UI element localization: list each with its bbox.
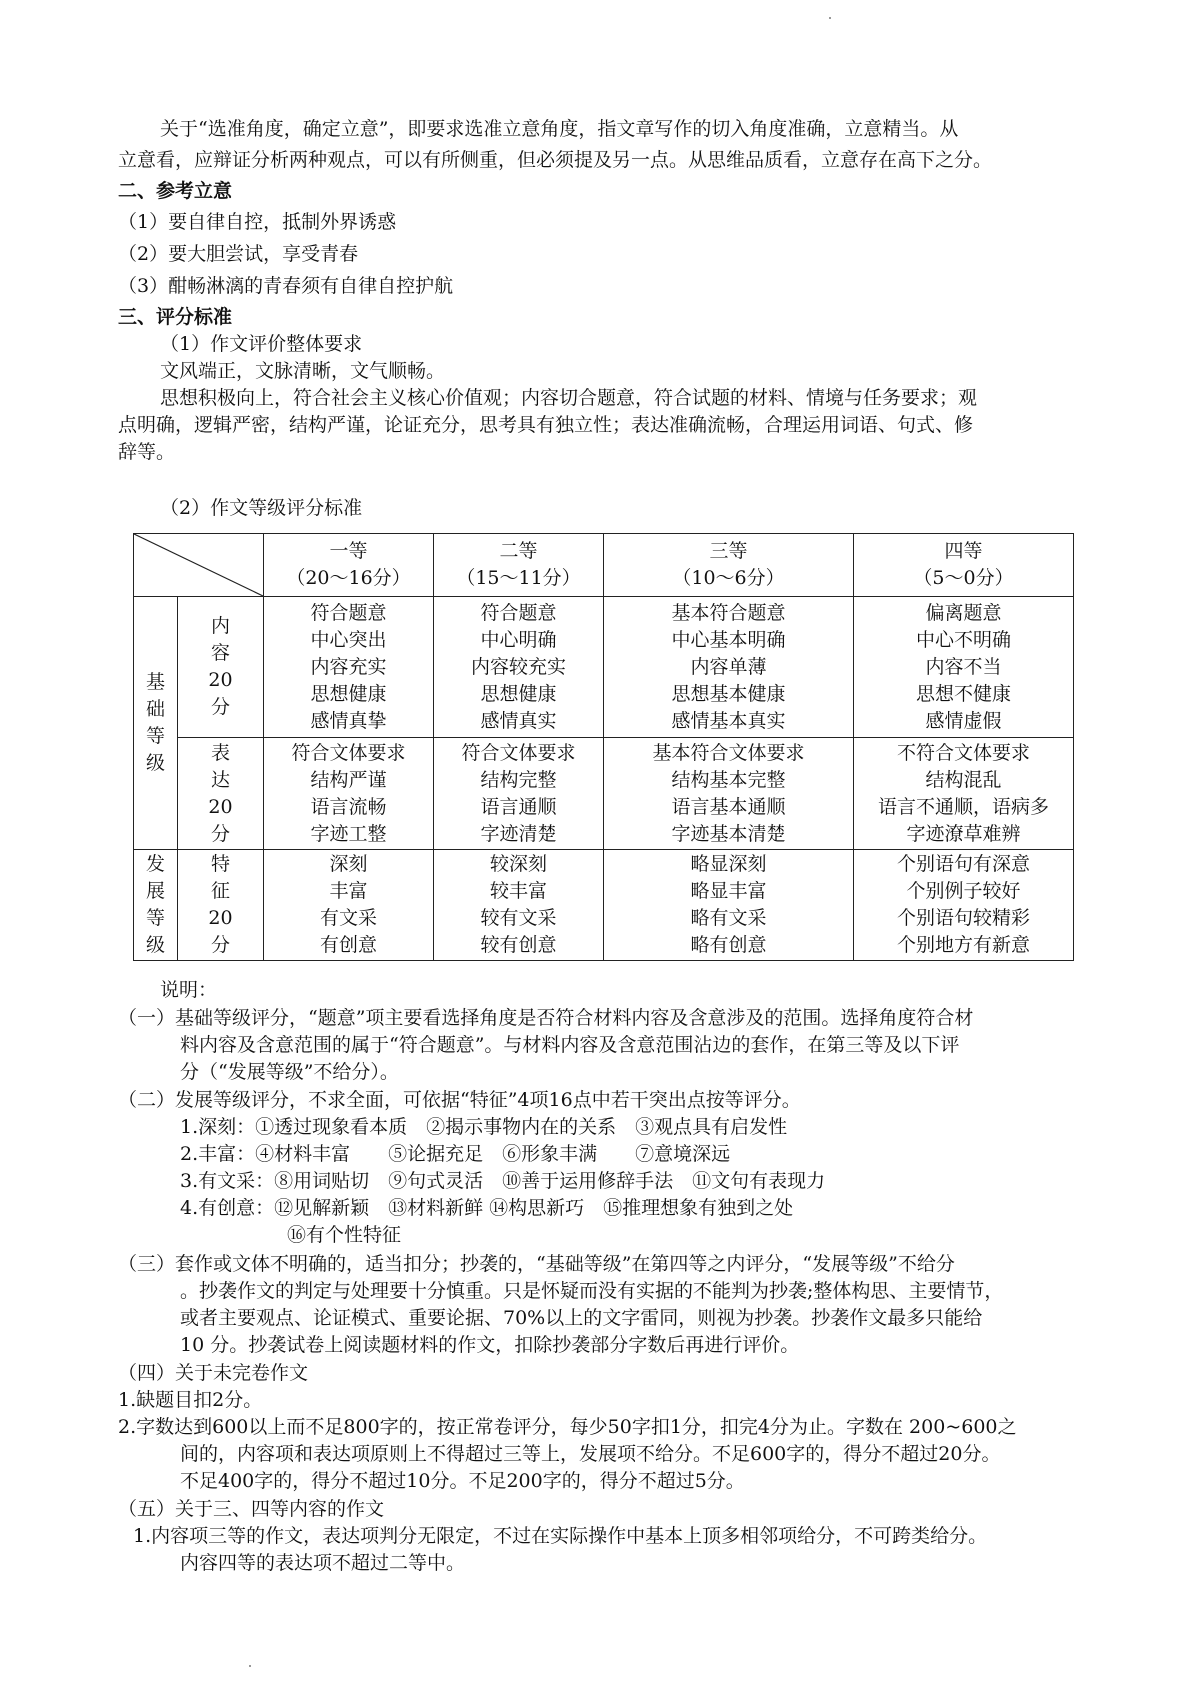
note-4-line: （四）关于未完卷作文 (118, 1362, 309, 1384)
note-2-line: 4.有创意：⑫见解新颖 ⑬材料新鲜 ⑭构思新巧 ⑮推理想象有独到之处 (180, 1197, 794, 1219)
note-4-line: 不足400字的，得分不超过10分。不足200字的，得分不超过5分。 (180, 1470, 745, 1492)
expression-cell-grade-1: 符合文体要求 结构严谨 语言流畅 字迹工整 (264, 738, 434, 850)
content-cell-grade-4: 偏离题意 中心不明确 内容不当 思想不健康 感情虚假 (854, 597, 1074, 738)
grade-header-1: 一等 （20～16分） (264, 534, 434, 597)
expression-cell-grade-4: 不符合文体要求 结构混乱 语言不通顺，语病多 字迹潦草难辨 (854, 738, 1074, 850)
diagonal-corner-cell (134, 534, 264, 597)
requirement-paragraph-2-line: 辞等。 (118, 441, 176, 463)
requirement-paragraph-2-line: 思想积极向上，符合社会主义核心价值观；内容切合题意，符合试题的材料、情境与任务要求；观 (160, 387, 978, 409)
scan-speck (249, 1665, 251, 1667)
note-4-line: 间的，内容项和表达项原则上不得超过三等上，发展项不给分。不足600字的，得分不超过20分。 (180, 1443, 1001, 1465)
grade-header-3: 三等 （10～6分） (604, 534, 854, 597)
content-cell-grade-3: 基本符合题意 中心基本明确 内容单薄 思想基本健康 感情基本真实 (604, 597, 854, 738)
content-row (134, 597, 1074, 738)
note-1-line: 分（“发展等级”不给分）。 (180, 1061, 399, 1083)
content-cell-grade-2: 符合题意 中心明确 内容较充实 思想健康 感情真实 (434, 597, 604, 738)
note-2-line: 1.深刻：①透过现象看本质 ②揭示事物内在的关系 ③观点具有启发性 (180, 1116, 788, 1138)
grade-header-2: 二等 （15～11分） (434, 534, 604, 597)
subsection-1-title: （1）作文评价整体要求 (160, 333, 363, 355)
content-label: 内 容 20 分 (178, 597, 264, 738)
note-2-line: 2.丰富：④材料丰富 ⑤论据充足 ⑥形象丰满 ⑦意境深远 (180, 1143, 731, 1165)
diagonal-line (134, 534, 263, 596)
viewpoint-item: （3）酣畅淋漓的青春须有自律自控护航 (118, 275, 454, 297)
development-level-label: 发 展 等 级 (134, 850, 178, 961)
feature-cell-grade-2: 较深刻 较丰富 较有文采 较有创意 (434, 850, 604, 961)
notes-title: 说明： (160, 979, 218, 1001)
requirement-paragraph-1: 文风端正，文脉清晰，文气顺畅。 (160, 360, 446, 382)
expression-cell-grade-3: 基本符合文体要求 结构基本完整 语言基本通顺 字迹基本清楚 (604, 738, 854, 850)
expression-cell-grade-2: 符合文体要求 结构完整 语言通顺 字迹清楚 (434, 738, 604, 850)
note-1-line: （一）基础等级评分，“题意”项主要看选择角度是否符合材料内容及含意涉及的范围。选择角度符合材 (118, 1007, 974, 1029)
grading-standard-table (133, 533, 1074, 961)
note-5-line: （五）关于三、四等内容的作文 (118, 1498, 385, 1520)
note-3-line: 。抄袭作文的判定与处理要十分慎重。只是怀疑而没有实据的不能判为抄袭;整体构思、主要情节， (180, 1280, 1004, 1302)
note-3-line: （三）套作或文体不明确的，适当扣分；抄袭的，“基础等级”在第四等之内评分，“发展等级”不给分 (118, 1253, 955, 1275)
intro-line-2: 立意看，应辩证分析两种观点，可以有所侧重，但必须提及另一点。从思维品质看，立意存在高下之分。 (118, 149, 993, 171)
note-5-line: 内容四等的表达项不超过二等中。 (180, 1552, 466, 1574)
content-cell-grade-1: 符合题意 中心突出 内容充实 思想健康 感情真挚 (264, 597, 434, 738)
note-3-line: 10 分。抄袭试卷上阅读题材料的作文，扣除抄袭部分字数后再进行评价。 (180, 1334, 800, 1356)
section-2-heading: 二、参考立意 (118, 180, 233, 202)
intro-line-1: 关于“选准角度，确定立意”，即要求选准立意角度，指文章写作的切入角度准确，立意精当。从 (160, 118, 959, 140)
grade-header-4: 四等 （5～0分） (854, 534, 1074, 597)
note-1-line: 料内容及含意范围的属于“符合题意”。与材料内容及含意范围沾边的套作，在第三等及以下评 (180, 1034, 960, 1056)
section-3-heading: 三、评分标准 (118, 306, 233, 328)
note-3-line: 或者主要观点、论证模式、重要论据、70%以上的文字雷同，则视为抄袭。抄袭作文最多只能给 (180, 1307, 983, 1329)
requirement-paragraph-2-line: 点明确，逻辑严密，结构严谨，论证充分，思考具有独立性；表达准确流畅，合理运用词语、句式、修 (118, 414, 974, 436)
expression-row (134, 738, 1074, 850)
feature-cell-grade-3: 略显深刻 略显丰富 略有文采 略有创意 (604, 850, 854, 961)
scan-speck (829, 17, 831, 19)
expression-label: 表 达 20 分 (178, 738, 264, 850)
feature-cell-grade-1: 深刻 丰富 有文采 有创意 (264, 850, 434, 961)
viewpoint-item: （1）要自律自控，抵制外界诱惑 (118, 211, 397, 233)
feature-cell-grade-4: 个别语句有深意 个别例子较好 个别语句较精彩 个别地方有新意 (854, 850, 1074, 961)
viewpoint-item: （2）要大胆尝试，享受青春 (118, 243, 359, 265)
table-header-row (134, 534, 1074, 597)
note-4-line: 1.缺题目扣2分。 (118, 1389, 263, 1411)
feature-row (134, 850, 1074, 961)
note-4-line: 2.字数达到600以上而不足800字的，按正常卷评分，每少50字扣1分，扣完4分为止。字数在 200~600之 (118, 1416, 1017, 1438)
subsection-2-title: （2）作文等级评分标准 (160, 497, 363, 519)
note-2-line: （二）发展等级评分，不求全面，可依据“特征”4项16点中若干突出点按等评分。 (118, 1089, 801, 1111)
basic-level-label: 基 础 等 级 (134, 597, 178, 850)
feature-label: 特 征 20 分 (178, 850, 264, 961)
note-5-line: 1.内容项三等的作文，表达项判分无限定，不过在实际操作中基本上顶多相邻项给分，不可跨类给分。 (133, 1525, 988, 1547)
note-2-line: 3.有文采：⑧用词贴切 ⑨句式灵活 ⑩善于运用修辞手法 ⑪文句有表现力 (180, 1170, 826, 1192)
note-2-line: ⑯有个性特征 (287, 1224, 402, 1246)
